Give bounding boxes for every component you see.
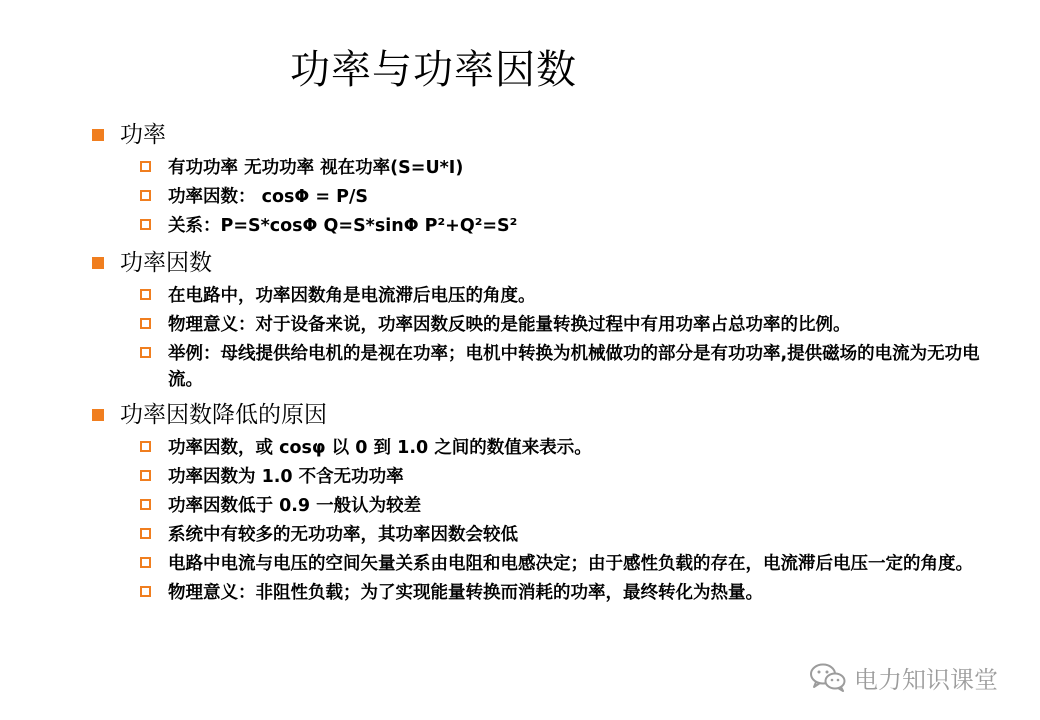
list-item (90, 341, 1010, 393)
section-power-factor (90, 246, 1010, 393)
square-bullet-icon (92, 409, 104, 421)
watermark (808, 660, 998, 694)
list-item-text: 功率因数低于 0.9 一般认为较差 (168, 496, 422, 516)
list-item (90, 435, 1010, 461)
list-item-text: 物理意义：非阻性负载；为了实现能量转换而消耗的功率，最终转化为热量。 (168, 583, 763, 603)
hollow-square-bullet-icon (140, 161, 151, 172)
section-heading (90, 398, 1010, 432)
hollow-square-bullet-icon (140, 190, 151, 201)
list-item (90, 184, 1010, 210)
list-item-text: 物理意义：对于设备来说，功率因数反映的是能量转换过程中有用功率占总功率的比例。 (168, 315, 851, 335)
list-item-text: 在电路中，功率因数角是电流滞后电压的角度。 (168, 286, 536, 306)
hollow-square-bullet-icon (140, 347, 151, 358)
square-bullet-icon (92, 257, 104, 269)
list-item (90, 283, 1010, 309)
slide-title: 功率与功率因数 (290, 47, 577, 93)
list-item-text: 有功功率 无功功率 视在功率(S=U*I) (168, 158, 464, 178)
section-heading-text: 功率因数 (120, 250, 212, 276)
hollow-square-bullet-icon (140, 318, 151, 329)
list-item-text: 系统中有较多的无功功率，其功率因数会较低 (168, 525, 518, 545)
hollow-square-bullet-icon (140, 499, 151, 510)
list-item (90, 580, 1010, 606)
hollow-square-bullet-icon (140, 470, 151, 481)
hollow-square-bullet-icon (140, 219, 151, 230)
list-item (90, 464, 1010, 490)
list-item (90, 551, 1010, 577)
section-low-power-factor-causes (90, 398, 1010, 606)
section-heading-text: 功率 (120, 122, 166, 148)
list-item (90, 522, 1010, 548)
section-heading (90, 246, 1010, 280)
list-item (90, 213, 1010, 239)
list-item-text: 关系：P=S*cosΦ Q=S*sinΦ P²+Q²=S² (168, 216, 518, 236)
list-item (90, 312, 1010, 338)
section-heading-text: 功率因数降低的原因 (120, 402, 327, 428)
list-item (90, 155, 1010, 181)
square-bullet-icon (92, 129, 104, 141)
list-item-text: 功率因数为 1.0 不含无功功率 (168, 467, 404, 487)
section-power (90, 118, 1010, 239)
hollow-square-bullet-icon (140, 586, 151, 597)
wechat-icon (808, 662, 848, 692)
hollow-square-bullet-icon (140, 289, 151, 300)
hollow-square-bullet-icon (140, 528, 151, 539)
list-item-text: 功率因数： cosΦ = P/S (168, 187, 368, 207)
hollow-square-bullet-icon (140, 441, 151, 452)
section-heading (90, 118, 1010, 152)
list-item-text: 举例：母线提供给电机的是视在功率；电机中转换为机械做功的部分是有功功率,提供磁场的电流为无功电流。 (168, 344, 980, 390)
list-item (90, 493, 1010, 519)
watermark-text: 电力知识课堂 (854, 665, 998, 694)
list-item-text: 电路中电流与电压的空间矢量关系由电阻和电感决定；由于感性负载的存在，电流滞后电压一定的角度。 (168, 554, 973, 574)
list-item-text: 功率因数，或 cosφ 以 0 到 1.0 之间的数值来表示。 (168, 438, 592, 458)
hollow-square-bullet-icon (140, 557, 151, 568)
